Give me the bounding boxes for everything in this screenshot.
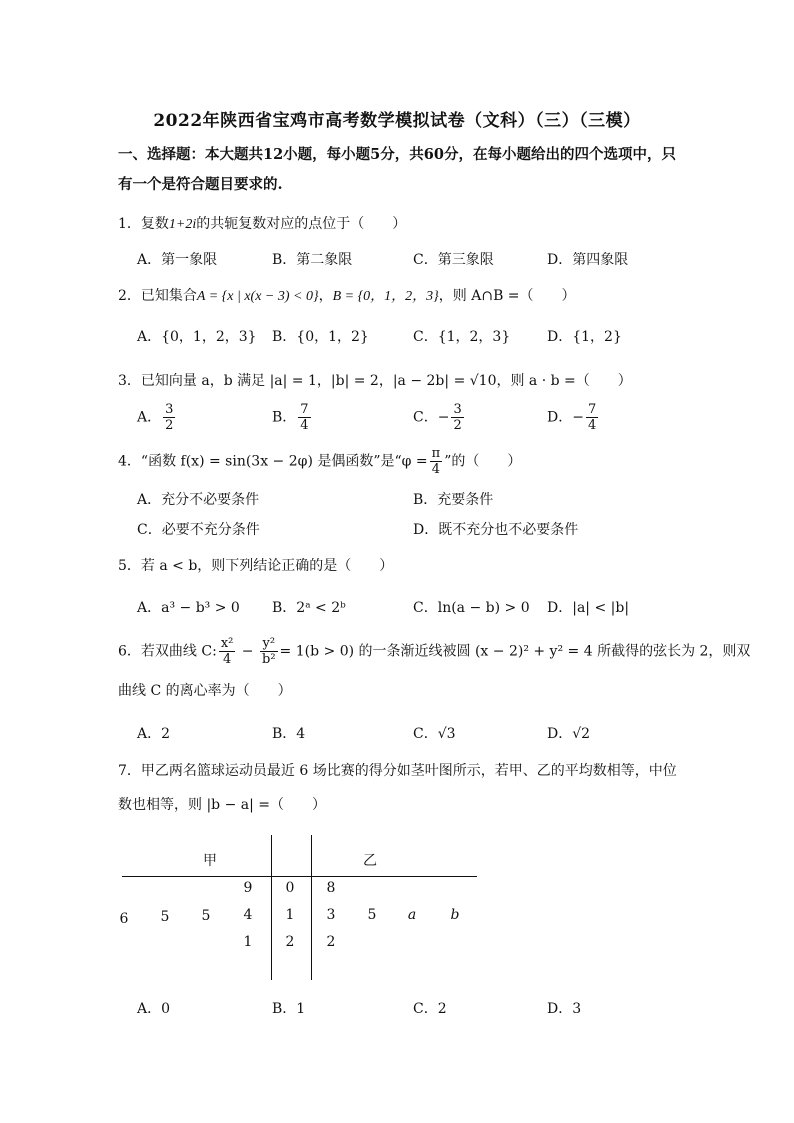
fraction: $\frac{3}{2}$ — [165, 402, 174, 433]
right-header: 乙 — [363, 853, 377, 869]
question-4: 4．“函数 f(x) = sin(3x − 2φ) 是偶函数”是“φ = $\frac{\pi}{4}$ ”的（ ） — [118, 446, 522, 477]
left-leaf: 5 — [160, 909, 170, 925]
fraction: $\frac{\text{y²}}{\text{b²}}$ — [262, 636, 276, 667]
q1-option-c[interactable]: C．第三象限 — [413, 252, 494, 268]
q7-option-b[interactable]: B．1 — [272, 1001, 306, 1017]
q1-option-d[interactable]: D．第四象限 — [547, 252, 629, 268]
q5-option-b[interactable]: B．2ᵃ < 2ᵇ — [272, 600, 346, 616]
q4-option-c[interactable]: C．必要不充分条件 — [137, 522, 260, 538]
q3-option-b[interactable]: B． $\frac{7}{4}$ — [272, 402, 309, 433]
stem-divider-left — [271, 835, 272, 980]
left-leaf: 6 — [119, 911, 129, 927]
q4-option-a[interactable]: A．充分不必要条件 — [137, 492, 260, 508]
section-line-1: 一、选择题：本大题共12小题，每小题5分，共60分，在每小题给出的四个选项中，只 — [118, 146, 676, 163]
q2-option-c[interactable]: C．{1，2，3} — [413, 329, 511, 345]
question-6: 6．若双曲线 C: $\frac{\text{x²}}{4}$ − $\frac{\text{y²}}{\text{b²}}$ = 1(b > 0) 的一条渐近线被圆 (x − 2)² + y² = 4 所截得的弦长为 2，则双 — [118, 636, 751, 667]
q6-option-a[interactable]: A．2 — [137, 726, 171, 742]
fraction: $\frac{\text{x²}}{4}$ — [220, 636, 234, 667]
q5-option-d[interactable]: D．|a| < |b| — [547, 600, 630, 616]
stem-value: 1 — [285, 907, 295, 923]
q4-option-d[interactable]: D．既不充分也不必要条件 — [413, 522, 579, 538]
right-leaf: 2 — [326, 934, 336, 950]
q7-option-a[interactable]: A．0 — [137, 1001, 171, 1017]
q2-option-b[interactable]: B．{0，1，2} — [272, 329, 369, 345]
left-leaf: 5 — [201, 908, 211, 924]
q3-option-c[interactable]: C．− $\frac{3}{2}$ — [413, 402, 462, 433]
left-leaf: 1 — [243, 934, 253, 950]
q3-option-a[interactable]: A． $\frac{3}{2}$ — [137, 402, 174, 433]
left-header: 甲 — [203, 853, 217, 869]
question-7: 7．甲乙两名篮球运动员最近 6 场比赛的得分如茎叶图所示，若甲、乙的平均数相等，中位 — [118, 763, 677, 779]
q7-option-d[interactable]: D．3 — [547, 1001, 582, 1017]
q6-option-c[interactable]: C．√3 — [413, 726, 456, 742]
right-leaf: 5 — [367, 907, 377, 923]
q3-option-d[interactable]: D．− $\frac{7}{4}$ — [547, 402, 597, 433]
question-1: 1．复数1+2i的共轭复数对应的点位于（ ） — [118, 216, 407, 232]
left-leaf: 9 — [243, 880, 253, 896]
q2-option-d[interactable]: D．{1，2} — [547, 329, 622, 345]
right-leaf: 8 — [326, 880, 336, 896]
stem-value: 2 — [285, 934, 295, 950]
exam-title: 2022年陕西省宝鸡市高考数学模拟试卷（文科）（三）（三模） — [153, 111, 641, 131]
right-leaf: b — [450, 907, 460, 923]
section-heading — [118, 140, 678, 200]
question-5: 5．若 a < b，则下列结论正确的是（ ） — [118, 558, 394, 574]
section-line-2: 有一个是符合题目要求的. — [118, 176, 283, 193]
fraction: $\frac{7}{4}$ — [300, 402, 309, 433]
question-3: 3．已知向量 a，b 满足 |a| = 1，|b| = 2，|a − 2b| = √10，则 a · b =（ ） — [118, 373, 632, 389]
q1-option-b[interactable]: B．第二象限 — [272, 252, 353, 268]
stem-value: 0 — [285, 880, 295, 896]
q1-option-a[interactable]: A．第一象限 — [137, 252, 218, 268]
q6-option-d[interactable]: D．√2 — [547, 726, 591, 742]
q2-option-a[interactable]: A．{0，1，2，3} — [137, 329, 257, 345]
header-divider — [122, 876, 477, 877]
question-6-line-2: 曲线 C 的离心率为（ ） — [118, 683, 292, 699]
q5-option-c[interactable]: C．ln(a − b) > 0 — [413, 600, 530, 616]
right-leaf: 3 — [326, 907, 336, 923]
fraction: $\frac{\pi}{4}$ — [431, 446, 441, 477]
question-7-line-2: 数也相等，则 |b − a| =（ ） — [118, 797, 327, 813]
fraction: $\frac{7}{4}$ — [587, 402, 597, 433]
q7-option-c[interactable]: C．2 — [413, 1001, 447, 1017]
fraction: $\frac{3}{2}$ — [453, 402, 462, 433]
question-2: 2．已知集合A = {x | x(x − 3) < 0}，B = {0，1，2，3}，则 A∩B =（ ） — [118, 288, 576, 304]
stem-divider-right — [311, 835, 312, 980]
left-leaf: 4 — [243, 907, 253, 923]
q6-option-b[interactable]: B．4 — [272, 726, 306, 742]
q4-option-b[interactable]: B．充要条件 — [413, 492, 494, 508]
q5-option-a[interactable]: A．a³ − b³ > 0 — [137, 600, 240, 616]
right-leaf: a — [407, 907, 417, 923]
